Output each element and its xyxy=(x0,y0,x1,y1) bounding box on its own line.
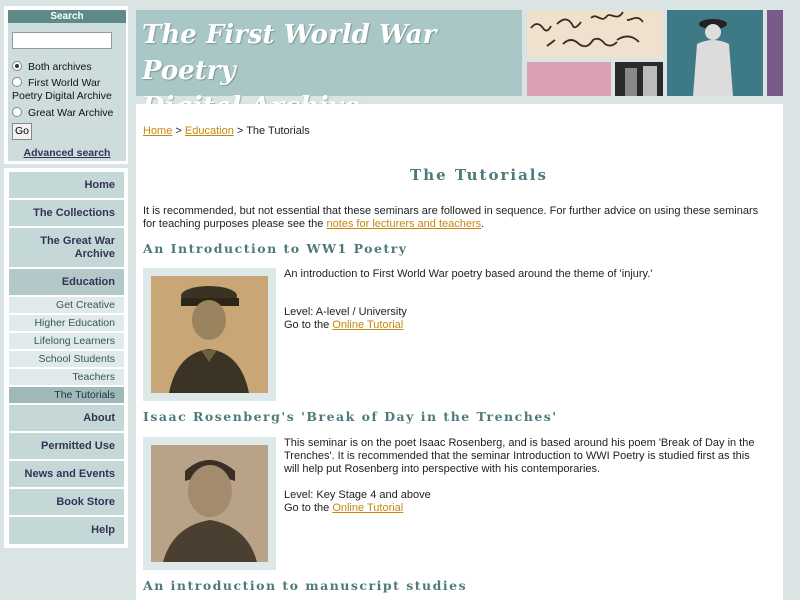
go-button[interactable]: Go xyxy=(12,123,32,140)
online-tutorial-link[interactable]: Online Tutorial xyxy=(332,502,404,514)
tutorial-heading: Isaac Rosenberg's 'Break of Day in the Trenches' xyxy=(143,409,558,424)
breadcrumb-current: The Tutorials xyxy=(246,125,310,137)
notes-link[interactable]: notes for lecturers and teachers xyxy=(326,218,482,230)
tutorial-heading: An Introduction to WW1 Poetry xyxy=(143,241,408,256)
pink-decorative-image xyxy=(527,62,611,96)
tutorial-1-details: An introduction to First World War poetry based around the theme of 'injury.' Level: A-level / University Go to the Online Tutorial xyxy=(284,268,653,331)
nav-news-events[interactable]: News and Events xyxy=(9,461,124,487)
purple-decorative-image xyxy=(767,10,783,96)
search-input[interactable] xyxy=(12,32,112,49)
nav-help[interactable]: Help xyxy=(9,517,124,544)
main-nav xyxy=(4,168,128,548)
advanced-search-link[interactable]: Advanced search xyxy=(23,147,111,159)
rosenberg-portrait-image xyxy=(151,445,268,562)
nav-education[interactable]: Education xyxy=(9,269,124,295)
intro-text: It is recommended, but not essential that these seminars are followed in sequence. For further advice on using these seminars for teaching purposes please see the notes for lecturers and teachers. xyxy=(143,205,759,230)
main-content xyxy=(136,104,783,600)
search-title: Search xyxy=(8,10,126,23)
owen-portrait-image xyxy=(151,276,268,393)
radio-button[interactable] xyxy=(12,61,22,71)
nav-sub-teachers[interactable]: Teachers xyxy=(9,369,124,385)
online-tutorial-link[interactable]: Online Tutorial xyxy=(332,319,404,331)
breadcrumb-home-link[interactable]: Home xyxy=(143,125,173,137)
nav-about[interactable]: About xyxy=(9,405,124,431)
nav-sub-lifelong-learners[interactable]: Lifelong Learners xyxy=(9,333,124,349)
nav-collections[interactable]: The Collections xyxy=(9,200,124,226)
nav-permitted-use[interactable]: Permitted Use xyxy=(9,433,124,459)
nav-great-war-archive[interactable]: The Great War Archive xyxy=(9,228,124,267)
site-logo-title[interactable]: The First World War Poetry xyxy=(136,10,522,96)
page-title: The Tutorials xyxy=(410,166,548,184)
photo-frame xyxy=(143,437,276,570)
nav-sub-higher-education[interactable]: Higher Education xyxy=(9,315,124,331)
breadcrumb: Home > Education > The Tutorials xyxy=(143,125,310,137)
photo-frame xyxy=(143,268,276,401)
site-banner xyxy=(136,10,783,96)
tutorial-heading: An introduction to manuscript studies xyxy=(143,578,468,593)
manuscript-image xyxy=(527,10,663,58)
radio-fww-archive[interactable]: First World War Poetry Digital Archive xyxy=(12,77,112,102)
nav-home[interactable]: Home xyxy=(9,172,124,198)
dark-photo-image xyxy=(615,62,663,96)
radio-button[interactable] xyxy=(12,107,22,117)
radio-button[interactable] xyxy=(12,77,22,87)
radio-great-war-archive[interactable]: Great War Archive xyxy=(12,107,113,120)
nav-sub-the-tutorials[interactable]: The Tutorials xyxy=(9,387,124,403)
search-panel xyxy=(4,6,128,164)
nav-sub-get-creative[interactable]: Get Creative xyxy=(9,297,124,313)
tutorial-2-details: This seminar is on the poet Isaac Rosenberg, and is based around his poem 'Break of Day in the Trenches'. It is recommended that the seminar Introduction to WWI Poetry is studied first as this will help put Rosenberg into perspective with his contemporaries. Level: Key Stage 4 and above Go to the Online Tutorial xyxy=(284,437,755,514)
soldier-photo-image xyxy=(667,10,763,96)
radio-both-archives[interactable]: Both archives xyxy=(12,61,92,74)
nav-book-store[interactable]: Book Store xyxy=(9,489,124,515)
breadcrumb-education-link[interactable]: Education xyxy=(184,125,234,137)
nav-sub-school-students[interactable]: School Students xyxy=(9,351,124,367)
